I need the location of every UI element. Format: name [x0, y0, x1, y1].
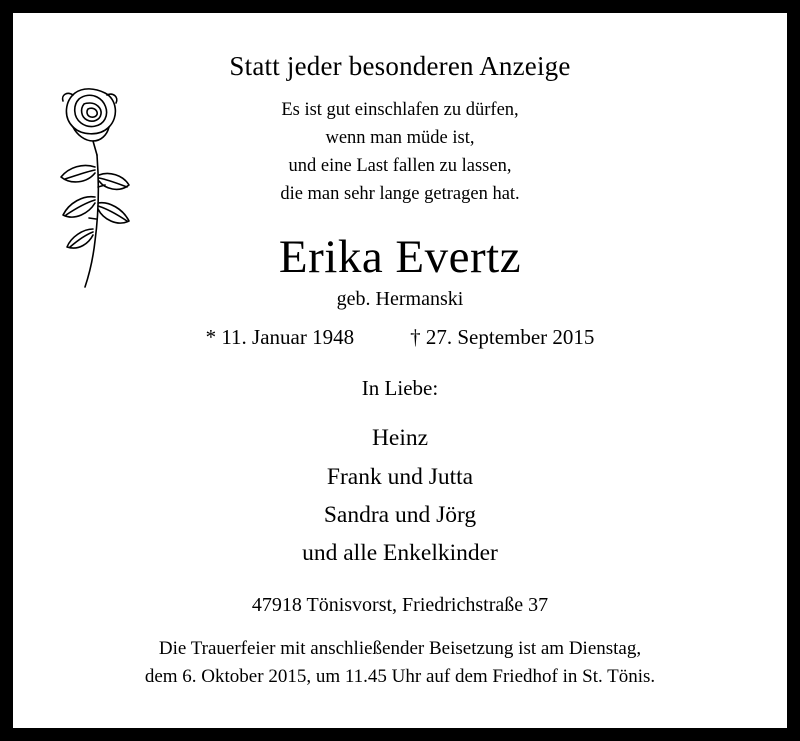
service-line-2: dem 6. Oktober 2015, um 11.45 Uhr auf dem Friedhof in St. Tönis. — [144, 666, 656, 688]
obituary-content — [13, 13, 787, 728]
survivor-line: Sandra und Jörg — [323, 501, 477, 528]
address-line: 47918 Tönisvorst, Friedrichstraße 37 — [251, 593, 549, 616]
obituary-border-frame — [10, 10, 790, 731]
death-date: † 27. September 2015 — [410, 325, 595, 350]
birth-date: * 11. Januar 1948 — [205, 325, 355, 350]
verse-line-2: wenn man müde ist, — [325, 128, 475, 149]
page-title: Statt jeder besonderen Anzeige — [229, 51, 571, 81]
survivor-line: und alle Enkelkinder — [302, 539, 498, 566]
rose-icon — [43, 71, 153, 301]
survivor-line: Heinz — [371, 425, 429, 452]
service-details — [47, 635, 753, 692]
verse-block — [180, 96, 620, 208]
in-love-label: In Liebe: — [361, 376, 439, 401]
deceased-name: Erika Evertz — [278, 231, 522, 284]
verse-line-4: die man sehr lange getragen hat. — [280, 184, 520, 205]
verse-line-3: und eine Last fallen zu lassen, — [288, 156, 512, 177]
survivors-list — [47, 419, 753, 571]
maiden-name: geb. Hermanski — [336, 288, 464, 311]
verse-line-1: Es ist gut einschlafen zu dürfen, — [281, 100, 519, 120]
service-line-1: Die Trauerfeier mit anschließender Beisetzung ist am Dienstag, — [158, 637, 642, 659]
life-dates — [47, 325, 753, 350]
survivor-line: Frank und Jutta — [326, 463, 474, 490]
